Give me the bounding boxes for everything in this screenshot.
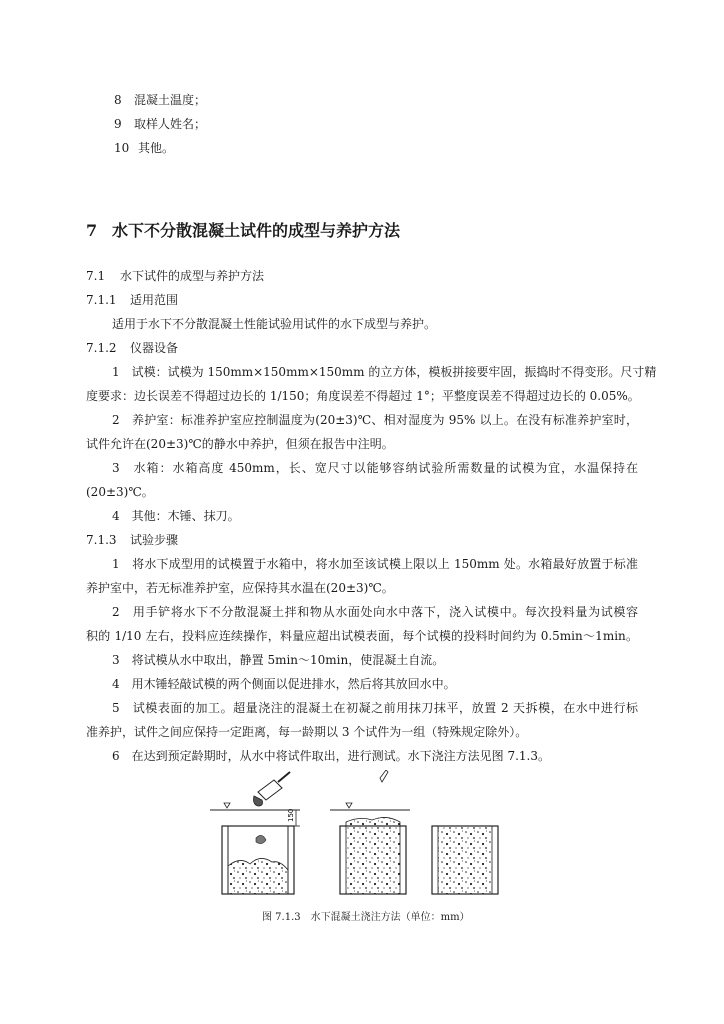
subsection-7-1-2-heading bbox=[86, 340, 178, 356]
figure-caption: 图 7.1.3 水下混凝土浇注方法（单位：mm） bbox=[262, 912, 470, 923]
paragraph-line: 3 将试模从水中取出，静置 5min～10min，使混凝土自流。 bbox=[112, 653, 445, 667]
concrete-fill bbox=[228, 858, 288, 894]
list-text: 取样人姓名； bbox=[134, 117, 207, 131]
paragraph-line: 养护室中，若无标准养护室，应保持其水温在(20±3)℃。 bbox=[86, 581, 394, 595]
subsection-title: 仪器设备 bbox=[130, 341, 179, 355]
paragraph-line: 试件允许在(20±3)℃的静水中养护，但须在报告中注明。 bbox=[86, 437, 394, 451]
list-number: 9 bbox=[114, 117, 122, 131]
concrete-fill bbox=[346, 817, 400, 894]
list-item-10 bbox=[114, 140, 174, 156]
paragraph-line: 度要求：边长误差不得超过边长的 1/150；角度误差不得超过 1°；平整度误差不得超过边长的 0.05%。 bbox=[86, 389, 640, 403]
concrete-fill bbox=[438, 826, 492, 894]
panel-overfilled bbox=[330, 770, 410, 894]
paragraph-line: (20±3)℃。 bbox=[86, 485, 154, 499]
list-item-8 bbox=[114, 92, 206, 108]
subsection-number: 7.1.3 bbox=[86, 533, 117, 547]
paragraph-line: 2 用手铲将水下不分散混凝土拌和物从水面处向水中落下，浇入试模中。每次投料量为试模容 bbox=[112, 605, 638, 619]
dimension-label: 150 bbox=[287, 808, 295, 822]
subsection-number: 7.1.2 bbox=[86, 341, 117, 355]
paragraph-line: 积的 1/10 左右，投料应连续操作，料量应超出试模表面，每个试模的投料时间约为 0.5min～1min。 bbox=[86, 629, 638, 643]
trowel-icon bbox=[380, 770, 388, 782]
paragraph-line: 4 用木锤轻敲试模的两个侧面以促进排水，然后将其放回水中。 bbox=[112, 677, 456, 691]
paragraph-line: 5 试模表面的加工。超量浇注的混凝土在初凝之前用抹刀抹平，放置 2 天拆模，在水中进行标 bbox=[112, 701, 638, 715]
paragraph-scope: 适用于水下不分散混凝土性能试验用试件的水下成型与养护。 bbox=[112, 317, 437, 331]
hand-scoop-icon bbox=[254, 772, 291, 806]
section-heading bbox=[86, 218, 400, 241]
subsection-title: 试验步骤 bbox=[130, 533, 179, 547]
section-number: 7 bbox=[86, 221, 98, 240]
figure-underwater-casting bbox=[200, 770, 530, 900]
water-level-marker-icon bbox=[224, 803, 230, 808]
subsection-title: 水下试件的成型与养护方法 bbox=[120, 269, 265, 283]
subsection-7-1-1-heading bbox=[86, 292, 178, 308]
paragraph-line: 4 其他：木锤、抹刀。 bbox=[112, 509, 240, 523]
paragraph-line: 1 试模：试模为 150mm×150mm×150mm 的立方体，模板拼接要牢固，振捣时不得变形。尺寸精 bbox=[112, 365, 657, 379]
paragraph-line: 6 在达到预定龄期时，从水中将试件取出，进行测试。水下浇注方法见图 7.1.3。 bbox=[112, 749, 550, 763]
subsection-number: 7.1 bbox=[86, 269, 106, 283]
list-number: 8 bbox=[114, 93, 122, 107]
paragraph-line: 2 养护室：标准养护室应控制温度为(20±3)℃、相对湿度为 95% 以上。在没有标准养护室时， bbox=[112, 413, 638, 427]
paragraph-line: 1 将水下成型用的试模置于水箱中，将水加至该试模上限以上 150mm 处。水箱最好放置于标准 bbox=[112, 557, 638, 571]
panel-leveled bbox=[432, 826, 498, 894]
list-text: 混凝土温度； bbox=[134, 93, 207, 107]
section-title-text: 水下不分散混凝土试件的成型与养护方法 bbox=[112, 221, 401, 240]
subsection-7-1-heading bbox=[86, 268, 264, 284]
paragraph-line: 准养护，试件之间应保持一定距离，每一龄期以 3 个试件为一组（特殊规定除外）。 bbox=[86, 725, 528, 739]
subsection-7-1-3-heading bbox=[86, 532, 178, 548]
list-number: 10 bbox=[114, 141, 130, 155]
falling-concrete bbox=[256, 835, 266, 843]
subsection-title: 适用范围 bbox=[130, 293, 179, 307]
paragraph-line: 3 水箱：水箱高度 450mm，长、宽尺寸以能够容纳试验所需数量的试模为宜，水温保持在 bbox=[112, 461, 638, 475]
panel-pouring bbox=[210, 772, 300, 894]
list-item-9 bbox=[114, 116, 206, 132]
subsection-number: 7.1.1 bbox=[86, 293, 117, 307]
water-level-marker-icon bbox=[346, 803, 352, 808]
list-text: 其他。 bbox=[138, 141, 175, 155]
